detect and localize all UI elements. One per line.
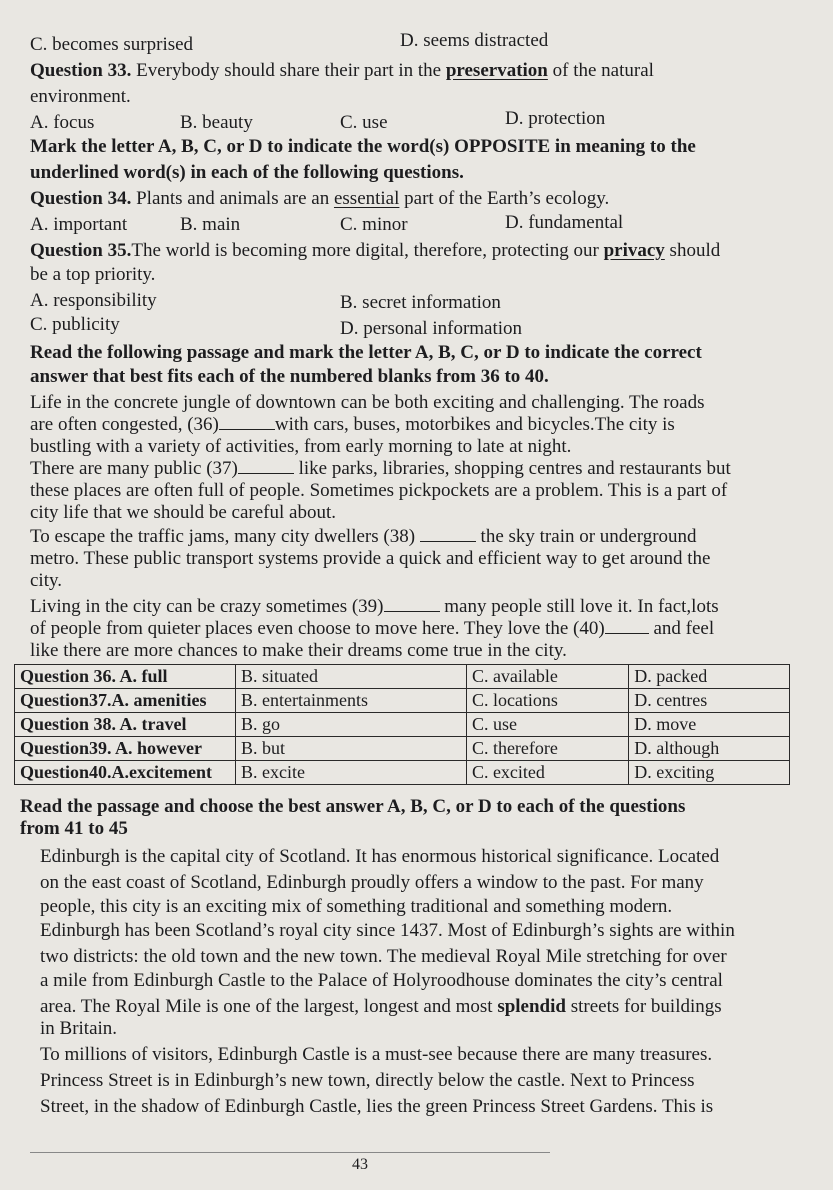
passage-1-line-6: city life that we should be careful about. xyxy=(30,502,337,523)
question-34-keyword: essential xyxy=(333,188,400,209)
q35-option-c: C. publicity xyxy=(30,314,120,335)
table-cell: C. locations xyxy=(466,689,628,713)
q34-option-a: A. important xyxy=(30,214,128,235)
blank-39 xyxy=(384,610,440,612)
question-35-text-end: should xyxy=(669,240,721,261)
passage-2-line-6: a mile from Edinburgh Castle to the Palace of Holyroodhouse dominates the city’s central xyxy=(40,970,723,991)
table-cell: B. situated xyxy=(236,665,467,689)
q33-option-b: B. beauty xyxy=(180,112,253,133)
passage-1-text-40: of people from quieter places even choose to move here. They love the (40) xyxy=(30,618,605,639)
passage-1-line-2 xyxy=(30,414,675,436)
question-33-line2: environment. xyxy=(30,86,131,107)
table-row xyxy=(15,713,790,737)
q32-option-c: C. becomes surprised xyxy=(30,34,194,55)
passage-2-line-8: in Britain. xyxy=(40,1018,118,1039)
question-33 xyxy=(30,60,654,82)
table-cell: Question39. A. however xyxy=(15,737,236,761)
passage-2-line-10: Princess Street is in Edinburgh’s new town, directly below the castle. Next to Princess xyxy=(40,1070,695,1091)
question-33-text: Everybody should share their part in the xyxy=(136,60,442,81)
passage-2-line-3: people, this city is an exciting mix of something traditional and something modern. xyxy=(40,896,673,917)
q35-option-b: B. secret information xyxy=(340,292,501,313)
instruction-opposite-2: underlined word(s) in each of the following questions. xyxy=(30,162,464,183)
question-35 xyxy=(30,240,720,262)
table-cell: D. move xyxy=(629,713,790,737)
passage-1-text-after-39: many people still love it. In fact,lots xyxy=(444,596,719,617)
passage-2-keyword: splendid xyxy=(497,996,566,1017)
q33-option-a: A. focus xyxy=(30,112,95,133)
q34-option-c: C. minor xyxy=(340,214,408,235)
passage-1-line-8: metro. These public transport systems provide a quick and efficient way to get around the xyxy=(30,548,711,569)
table-cell: D. packed xyxy=(629,665,790,689)
passage-1-line-11 xyxy=(30,618,714,640)
table-row xyxy=(15,737,790,761)
passage-1-line-12: like there are more chances to make their dreams come true in the city. xyxy=(30,640,567,661)
question-33-label: Question 33. xyxy=(30,60,132,81)
table-row xyxy=(15,761,790,785)
table-cell: D. exciting xyxy=(629,761,790,785)
passage-1-line-3: bustling with a variety of activities, from early morning to late at night. xyxy=(30,436,572,457)
passage-2-text-end: streets for buildings xyxy=(570,996,722,1017)
blank-40 xyxy=(605,632,649,634)
passage-2-line-7 xyxy=(40,996,722,1018)
passage-1-text-after-38: the sky train or underground xyxy=(480,526,697,547)
passage-2-line-9: To millions of visitors, Edinburgh Castle is a must-see because there are many treasures. xyxy=(40,1044,713,1065)
table-cell: D. although xyxy=(629,737,790,761)
table-cell: B. entertainments xyxy=(236,689,467,713)
passage-1-text-37: There are many public (37) xyxy=(30,458,238,479)
question-35-text: The world is becoming more digital, therefore, protecting our xyxy=(131,240,599,261)
table-cell: D. centres xyxy=(629,689,790,713)
question-34-text-end: part of the Earth’s ecology. xyxy=(404,188,610,209)
q34-option-b: B. main xyxy=(180,214,241,235)
passage-1-text-39: Living in the city can be crazy sometimes (39) xyxy=(30,596,384,617)
instruction-opposite-1: Mark the letter A, B, C, or D to indicate the word(s) OPPOSITE in meaning to the xyxy=(30,136,696,157)
question-35-keyword: privacy xyxy=(603,240,665,261)
answer-options-table xyxy=(14,664,790,785)
q32-option-d: D. seems distracted xyxy=(400,30,549,51)
table-cell: C. excited xyxy=(466,761,628,785)
question-33-text-end: of the natural xyxy=(552,60,654,81)
table-row xyxy=(15,665,790,689)
instruction-passage-2: answer that best fits each of the numbered blanks from 36 to 40. xyxy=(30,366,549,387)
passage-2-line-2: on the east coast of Scotland, Edinburgh proudly offers a window to the past. For many xyxy=(40,872,704,893)
passage-2-line-11: Street, in the shadow of Edinburgh Castle, lies the green Princess Street Gardens. This is xyxy=(40,1096,714,1117)
question-33-keyword: preservation xyxy=(445,60,548,81)
table-cell: B. but xyxy=(236,737,467,761)
passage-1-text: are often congested, (36) xyxy=(30,414,219,435)
passage-2-text: area. The Royal Mile is one of the largest, longest and most xyxy=(40,996,493,1017)
passage-2-line-1: Edinburgh is the capital city of Scotland. It has enormous historical significance. Located xyxy=(40,846,720,867)
passage-1-line-7 xyxy=(30,526,697,548)
passage-2-line-4: Edinburgh has been Scotland’s royal city since 1437. Most of Edinburgh’s sights are within xyxy=(40,920,735,941)
question-34-text: Plants and animals are an xyxy=(136,188,330,209)
instruction-reading-1: Read the passage and choose the best answer A, B, C, or D to each of the questions xyxy=(20,796,686,817)
q35-option-a: A. responsibility xyxy=(30,290,157,311)
instruction-passage-1: Read the following passage and mark the letter A, B, C, or D to indicate the correct xyxy=(30,342,702,363)
blank-37 xyxy=(238,472,294,474)
table-cell: C. therefore xyxy=(466,737,628,761)
table-cell: B. excite xyxy=(236,761,467,785)
table-cell: Question 36. A. full xyxy=(15,665,236,689)
blank-38 xyxy=(420,540,476,542)
instruction-reading-2: from 41 to 45 xyxy=(20,818,128,839)
passage-1-line-9: city. xyxy=(30,570,63,591)
table-cell: Question 38. A. travel xyxy=(15,713,236,737)
table-cell: B. go xyxy=(236,713,467,737)
page-number: 43 xyxy=(352,1156,368,1173)
footer-divider xyxy=(30,1152,550,1153)
passage-1-line-4 xyxy=(30,458,731,480)
question-35-label: Question 35. xyxy=(30,240,132,261)
table-row xyxy=(15,689,790,713)
passage-1-line-1: Life in the concrete jungle of downtown can be both exciting and challenging. The roads xyxy=(30,392,705,413)
question-35-line2: be a top priority. xyxy=(30,264,156,285)
table-cell: C. use xyxy=(466,713,628,737)
question-34-label: Question 34. xyxy=(30,188,132,209)
passage-2-line-5: two districts: the old town and the new town. The medieval Royal Mile stretching for over xyxy=(40,946,727,967)
q34-option-d: D. fundamental xyxy=(505,212,624,233)
q35-option-d: D. personal information xyxy=(340,318,523,339)
q33-option-d: D. protection xyxy=(505,108,606,129)
table-cell: Question40.A.excitement xyxy=(15,761,236,785)
passage-1-text-after-37: like parks, libraries, shopping centres and restaurants but xyxy=(298,458,731,479)
question-34 xyxy=(30,188,609,210)
passage-1-line-10 xyxy=(30,596,719,618)
passage-1-text-38: To escape the traffic jams, many city dwellers (38) xyxy=(30,526,416,547)
table-cell: Question37.A. amenities xyxy=(15,689,236,713)
blank-36 xyxy=(219,428,275,430)
passage-1-line-5: these places are often full of people. Sometimes pickpockets are a problem. This is a part of xyxy=(30,480,728,501)
table-cell: C. available xyxy=(466,665,628,689)
passage-1-text-after-36: with cars, buses, motorbikes and bicycles.The city is xyxy=(274,414,675,435)
passage-1-text-after-40: and feel xyxy=(653,618,715,639)
q33-option-c: C. use xyxy=(340,112,388,133)
